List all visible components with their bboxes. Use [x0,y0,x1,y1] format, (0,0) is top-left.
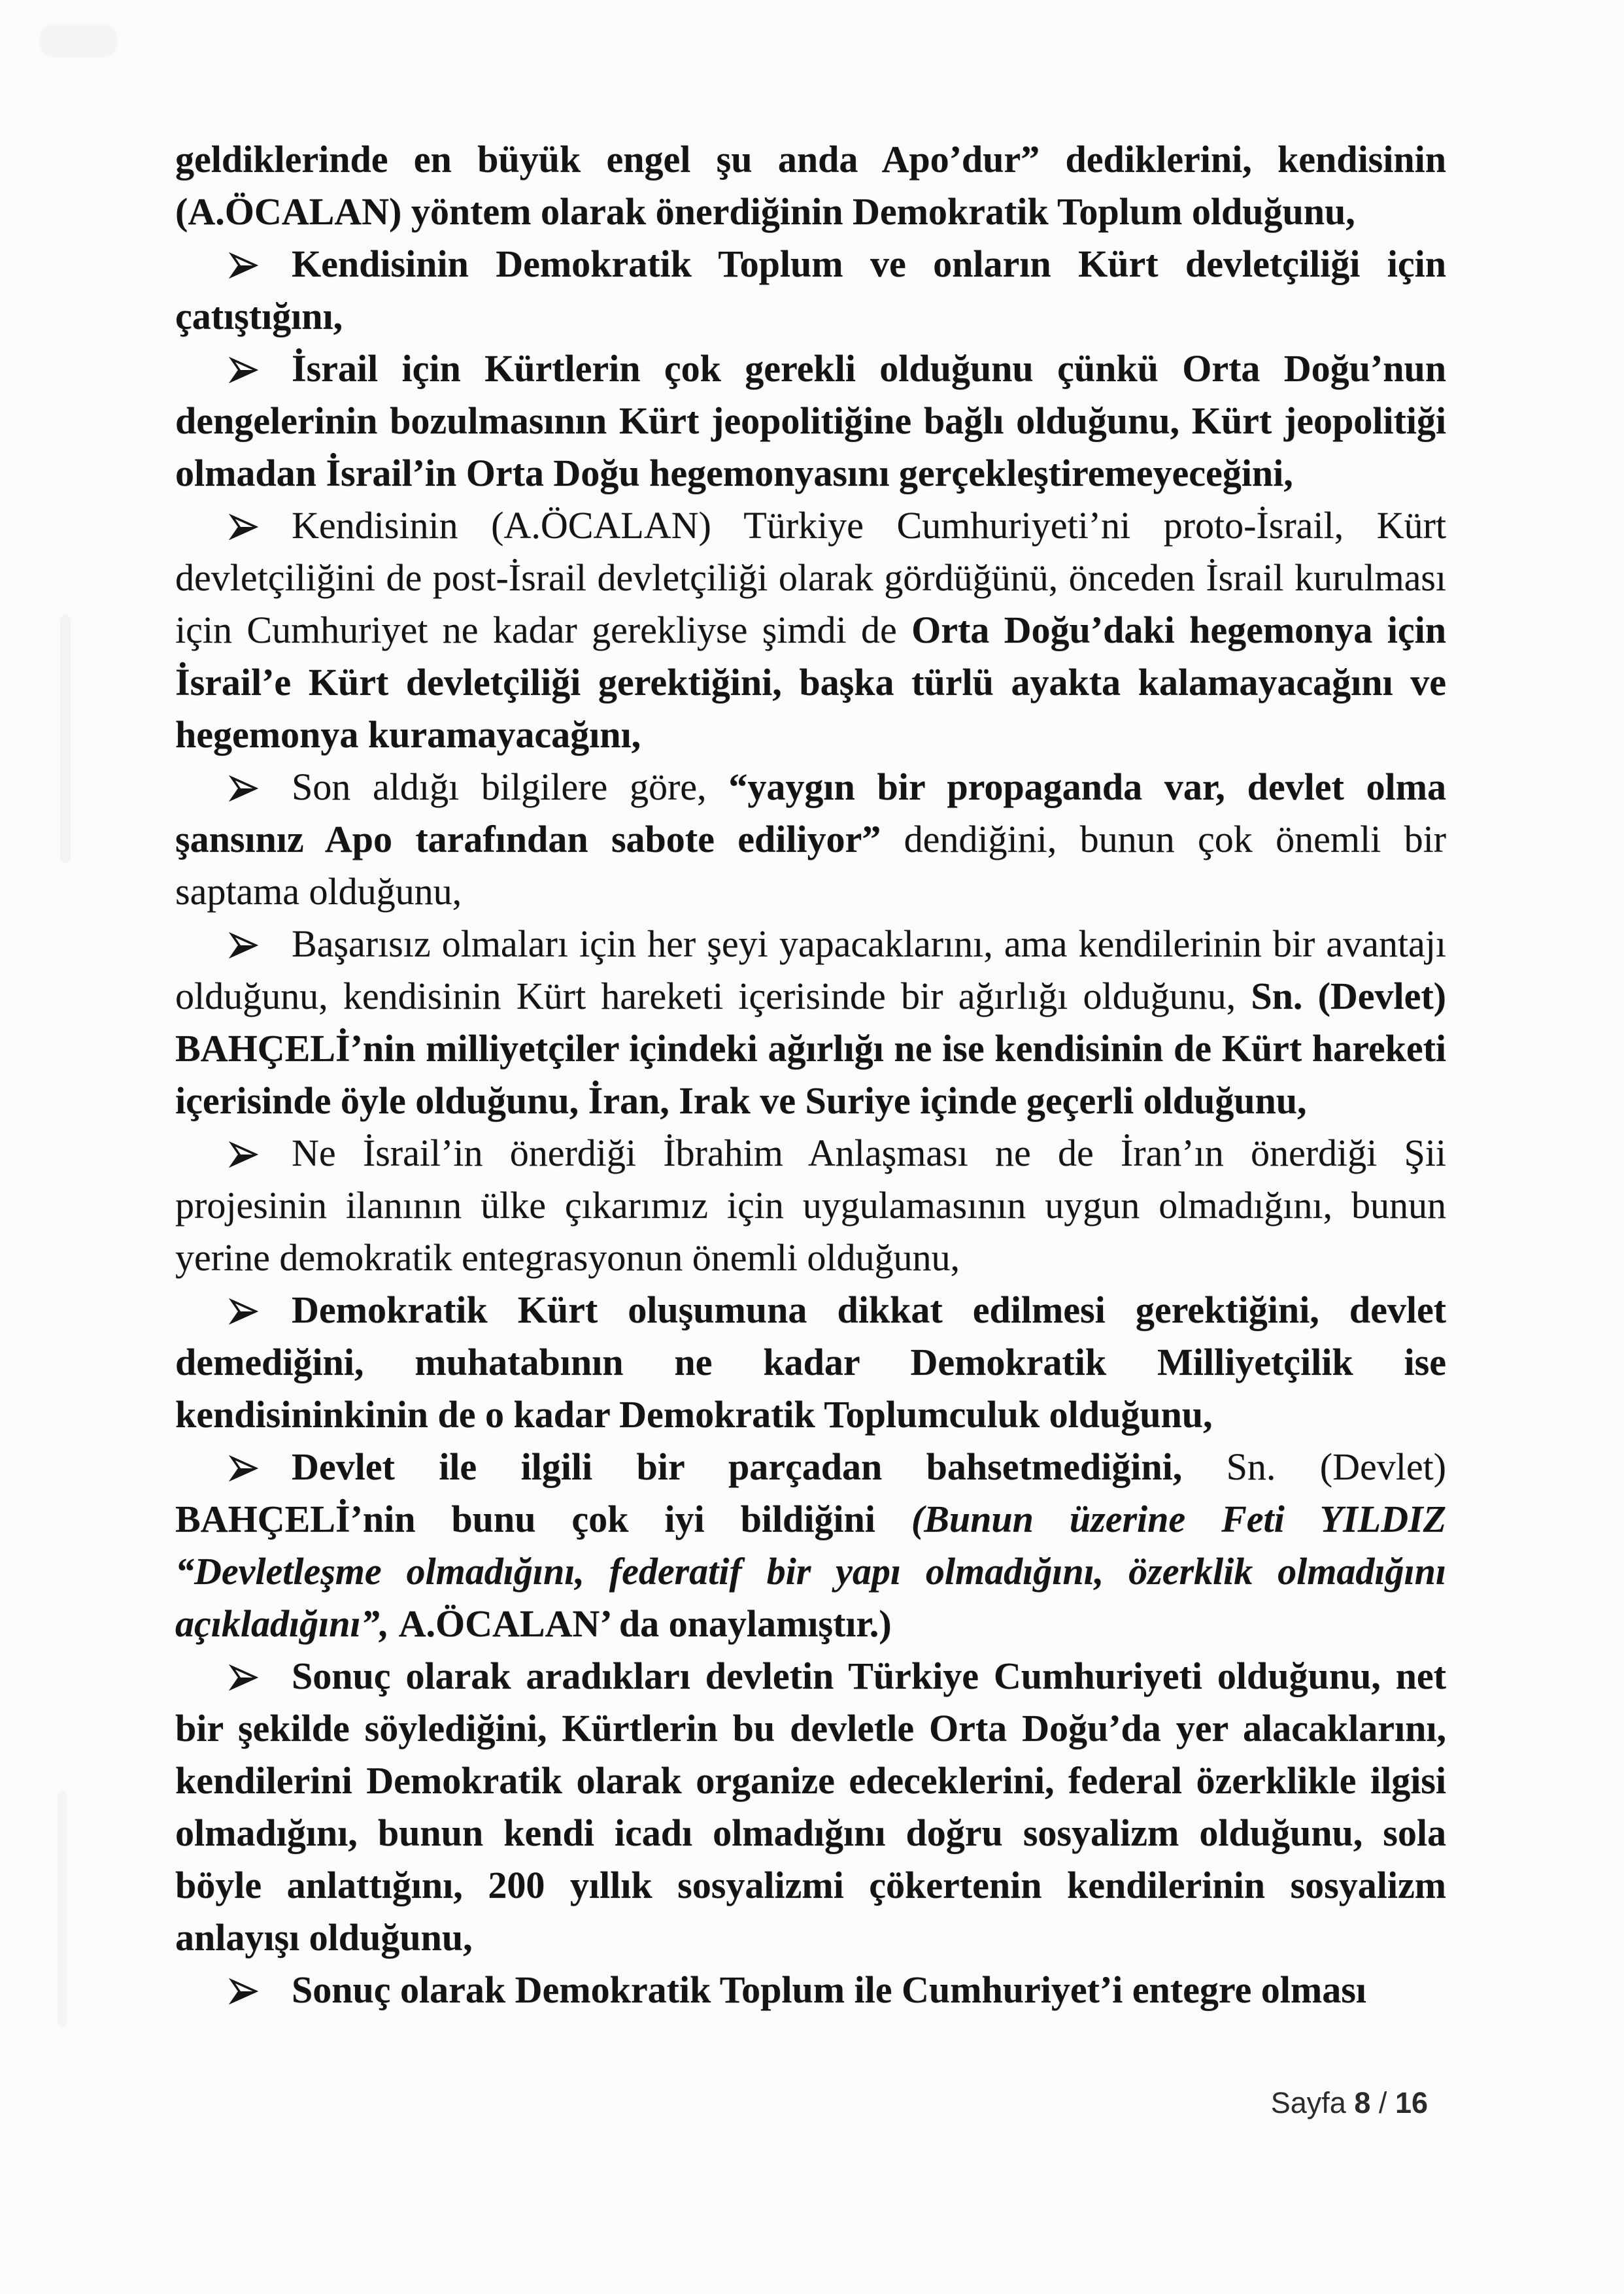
bullet-paragraph [175,238,1446,343]
bullet-paragraph [175,343,1446,499]
text-run: Kendisinin Demokratik Toplum ve onların Kürt devletçiliği için çatıştığını, [175,243,1446,337]
footer-page-number: 8 [1354,2086,1371,2119]
text-run: Orta Doğu’daki hegemonya için İsrail’e Kürt devletçiliği gerektiğini, başka türlü ayakta kalamayacağını ve hegemonya kuramayacağını, [175,609,1446,756]
text-run: A.ÖCALAN’ da onaylamıştır.) [398,1602,892,1645]
bullet-paragraph [175,1441,1446,1650]
bullet-paragraph [175,1284,1446,1441]
text-run: Kendisinin (A.ÖCALAN) Türkiye Cumhuriyeti’ni proto-İsrail, Kürt devletçiliğini de post-İsrail devletçiliği olarak gördüğünü, önceden İsrail kurulması için Cumhuriyet ne kadar gerekliyse şimdi de [175,504,1446,651]
text-run: İsrail için Kürtlerin çok gerekli olduğunu çünkü Orta Doğu’nun dengelerinin bozulmasının Kürt jeopolitiğine bağlı olduğunu, Kürt jeopolitiği olmadan İsrail’in Orta Doğu hegemonyasını gerçekleştiremeyeceğini, [175,347,1446,494]
text-run: Sn. (Devlet) [1226,1445,1446,1488]
text-run: “yaygın bir propaganda var, devlet olma şansınız Apo tarafından sabote ediliyor” [175,766,1446,860]
bullet-paragraph [175,918,1446,1127]
text-run: BAHÇELİ’nin bunu çok iyi bildiğini [175,1498,911,1540]
bullet-arrow-icon [229,918,292,970]
text-run: Devlet ile ilgili bir parçadan bahsetmediğini, [292,1445,1226,1488]
bullet-paragraph [175,1650,1446,1964]
bullet-paragraph [175,499,1446,761]
text-run: Sn. (Devlet) BAHÇELİ’nin milliyetçiler içindeki ağırlığı ne ise kendisinin de Kürt hareketi içerisinde öyle olduğunu, İran, Irak ve Suriye içinde geçerli olduğunu, [175,975,1446,1122]
scan-streak [58,1791,67,2027]
bullet-arrow-icon [229,499,292,552]
bullet-paragraph [175,1964,1446,2016]
text-run: (Bunun üzerine Feti YILDIZ “Devletleşme olmadığını, federatif bir yapı olmadığını, özerklik olmadığını açıkladığını”, [175,1498,1446,1645]
text-run: Sonuç olarak Demokratik Toplum ile Cumhuriyet’i entegre olması [292,1968,1366,2011]
footer-separator: / [1378,2086,1387,2119]
bullet-arrow-icon [229,1284,292,1336]
bullet-arrow-icon [229,1650,292,1702]
text-run: geldiklerinde en büyük engel şu anda Apo’dur” dediklerini, kendisinin (A.ÖCALAN) yöntem olarak önerdiğinin Demokratik Toplum olduğunu, [175,138,1446,233]
bullet-arrow-icon [229,761,292,813]
bullet-paragraph [175,1127,1446,1284]
text-run: Ne İsrail’in önerdiği İbrahim Anlaşması ne de İran’ın önerdiği Şii projesinin ilanının ülke çıkarımız için uygulamasının uygun olmadığını, bunun yerine demokratik entegrasyonun önemli olduğunu, [175,1132,1446,1279]
footer-label: Sayfa [1270,2086,1346,2119]
bullet-arrow-icon [229,343,292,395]
bullet-paragraph [175,761,1446,918]
bullet-arrow-icon [229,1964,292,2016]
text-run: Sonuç olarak aradıkları devletin Türkiye Cumhuriyeti olduğunu, net bir şekilde söylediğini, Kürtlerin bu devletle Orta Doğu’da yer alacaklarını, kendilerini Demokratik olarak organize edeceklerini, federal özerklikle ilgisi olmadığını, bunun kendi icadı olmadığını doğru sosyalizm olduğunu, sola böyle anlattığını, 200 yıllık sosyalizmi çökertenin kendilerinin sosyalizm anlayışı olduğunu, [175,1655,1446,1959]
paragraph [175,133,1446,238]
scan-streak [60,615,71,863]
page-footer [1271,2086,1428,2120]
document-body [175,133,1446,2016]
bullet-arrow-icon [229,1441,292,1493]
text-run: Son aldığı bilgilere göre, [292,766,729,808]
text-run: Demokratik Kürt oluşumuna dikkat edilmesi gerektiğini, devlet demediğini, muhatabının ne kadar Demokratik Milliyetçilik ise kendisininkinin de o kadar Demokratik Toplumculuk olduğunu, [175,1289,1446,1436]
bullet-arrow-icon [229,1127,292,1179]
text-run: Başarısız olmaları için her şeyi yapacaklarını, ama kendilerinin bir avantajı olduğunu, kendisinin Kürt hareketi içerisinde bir ağırlığı olduğunu, [175,922,1446,1017]
bullet-arrow-icon [229,238,292,290]
footer-page-total: 16 [1395,2086,1428,2119]
scan-smudge [39,24,118,58]
text-run: dendiğini, bunun çok önemli bir saptama olduğunu, [175,818,1446,913]
